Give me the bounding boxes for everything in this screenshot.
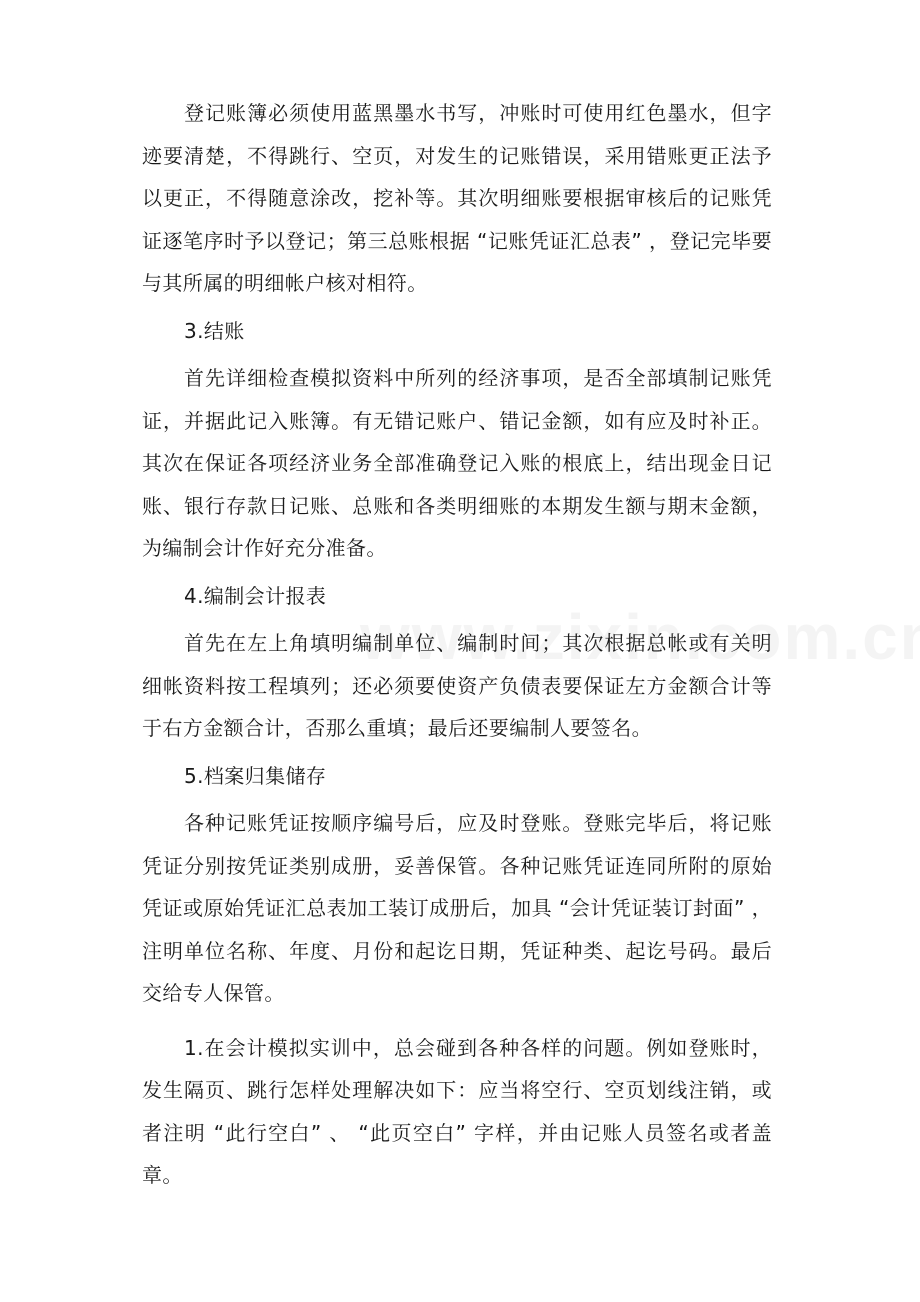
section-heading-closing: 3.结账 — [184, 318, 245, 343]
section-heading-reports: 4.编制会计报表 — [184, 583, 327, 608]
paragraph-closing: 首先详细检查模拟资料中所列的经济事项，是否全部填制记账凭证，并据此记入账簿。有无错记账户、错记金额，如有应及时补正。其次在保证各项经济业务全部准确登记入账的根底上，结出现金日记账、银行存款日记账、总账和各类明细账的本期发生额与期末金额，为编制会计作好充分准备。 — [142, 366, 772, 560]
document-body — [142, 92, 772, 1197]
paragraph-reports: 首先在左上角填明编制单位、编制时间；其次根据总帐或有关明细帐资料按工程填列；还必须要使资产负债表要保证左方金额合计等于右方金额合计，否那么重填；最后还要编制人要签名。 — [142, 631, 772, 740]
paragraph-training-issues: 1.在会计模拟实训中，总会碰到各种各样的问题。例如登账时，发生隔页、跳行怎样处理解决如下：应当将空行、空页划线注销，或者注明 “此行空白” 、 “此页空白” 字样，并由记账人员签名或者盖章。 — [142, 1035, 772, 1187]
section-heading-archive: 5.档案归集储存 — [184, 763, 327, 788]
spacer — [142, 1015, 772, 1027]
paragraph-ledger-registration: 登记账簿必须使用蓝黑墨水书写，冲账时可使用红色墨水，但字迹要清楚，不得跳行、空页，对发生的记账错误，采用错账更正法予以更正，不得随意涂改，挖补等。其次明细账要根据审核后的记账凭证逐笔序时予以登记；第三总账根据 “记账凭证汇总表” ，登记完毕要与其所属的明细帐户核对相符。 — [142, 101, 772, 295]
paragraph-archive: 各种记账凭证按顺序编号后，应及时登账。登账完毕后，将记账凭证分别按凭证类别成册，妥善保管。各种记账凭证连同所附的原始凭证或原始凭证汇总表加工装订成册后，加具 “会计凭证装订封面” ，注明单位名称、年度、月份和起讫日期，凭证种类、起讫号码。最后交给专人保管。 — [142, 811, 772, 1005]
